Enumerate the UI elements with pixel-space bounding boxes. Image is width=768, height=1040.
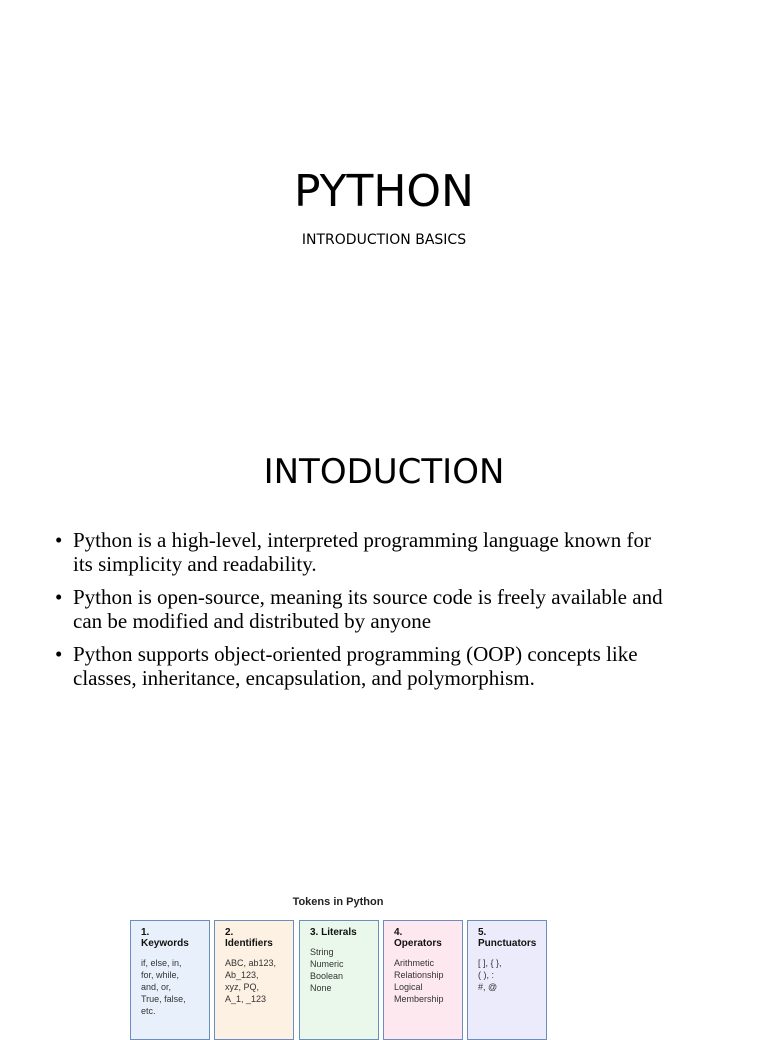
bullet-symbol: •	[55, 642, 63, 666]
bullet-list	[55, 528, 715, 699]
slide-title: INTODUCTION	[263, 452, 505, 492]
token-box-keywords	[130, 920, 210, 1040]
token-box-identifiers	[214, 920, 294, 1040]
token-box-heading: 5. Punctuators	[478, 927, 537, 949]
token-example: Numeric	[310, 959, 344, 969]
token-example: [ ], { },	[478, 958, 502, 968]
token-example: String	[310, 947, 334, 957]
token-box-heading: 4. Operators	[394, 927, 442, 949]
token-example: for, while,	[141, 970, 180, 980]
token-example: Membership	[394, 994, 444, 1004]
bullet-line: Python is open-source, meaning its source code is freely available and	[73, 585, 663, 609]
token-box-heading: 3. Literals	[310, 927, 357, 938]
token-example: etc.	[141, 1006, 156, 1016]
token-example: xyz, PQ,	[225, 982, 260, 992]
token-box-heading: 2. Identifiers	[225, 927, 273, 949]
token-example: ( ), :	[478, 970, 494, 980]
bullet-symbol: •	[55, 528, 63, 552]
tokens-slide	[0, 844, 768, 1024]
token-example: Ab_123,	[225, 970, 259, 980]
token-box-operators	[383, 920, 463, 1040]
token-example: if, else, in,	[141, 958, 182, 968]
token-example: Arithmetic	[394, 958, 435, 968]
token-example: #, @	[478, 982, 498, 992]
bullet-line: classes, inheritance, encapsulation, and polymorphism.	[73, 666, 535, 690]
slide-title: PYTHON	[294, 166, 474, 217]
token-example: ABC, ab123,	[225, 958, 277, 968]
token-example: and, or,	[141, 982, 172, 992]
bullet-item	[55, 642, 715, 690]
tokens-diagram-title: Tokens in Python	[292, 896, 384, 908]
token-example: Logical	[394, 982, 423, 992]
bullet-symbol: •	[55, 585, 63, 609]
token-example: None	[310, 983, 332, 993]
bullet-line: its simplicity and readability.	[73, 552, 317, 576]
bullet-item	[55, 528, 715, 576]
token-example: Boolean	[310, 971, 344, 981]
token-example: Relationship	[394, 970, 444, 980]
bullet-line: can be modified and distributed by anyone	[73, 609, 432, 633]
bullet-line: Python is a high-level, interpreted programming language known for	[73, 528, 651, 552]
token-example: True, false,	[141, 994, 186, 1004]
introduction-slide	[0, 384, 768, 844]
token-example: A_1, _123	[225, 994, 267, 1004]
bullet-item	[55, 585, 715, 633]
token-box-punctuators	[467, 920, 547, 1040]
bullet-line: Python supports object-oriented programming (OOP) concepts like	[73, 642, 638, 666]
slide-subtitle: INTRODUCTION BASICS	[301, 232, 467, 248]
title-slide	[0, 0, 768, 384]
token-box-heading: 1. Keywords	[141, 927, 189, 949]
token-box-literals	[299, 920, 379, 1040]
